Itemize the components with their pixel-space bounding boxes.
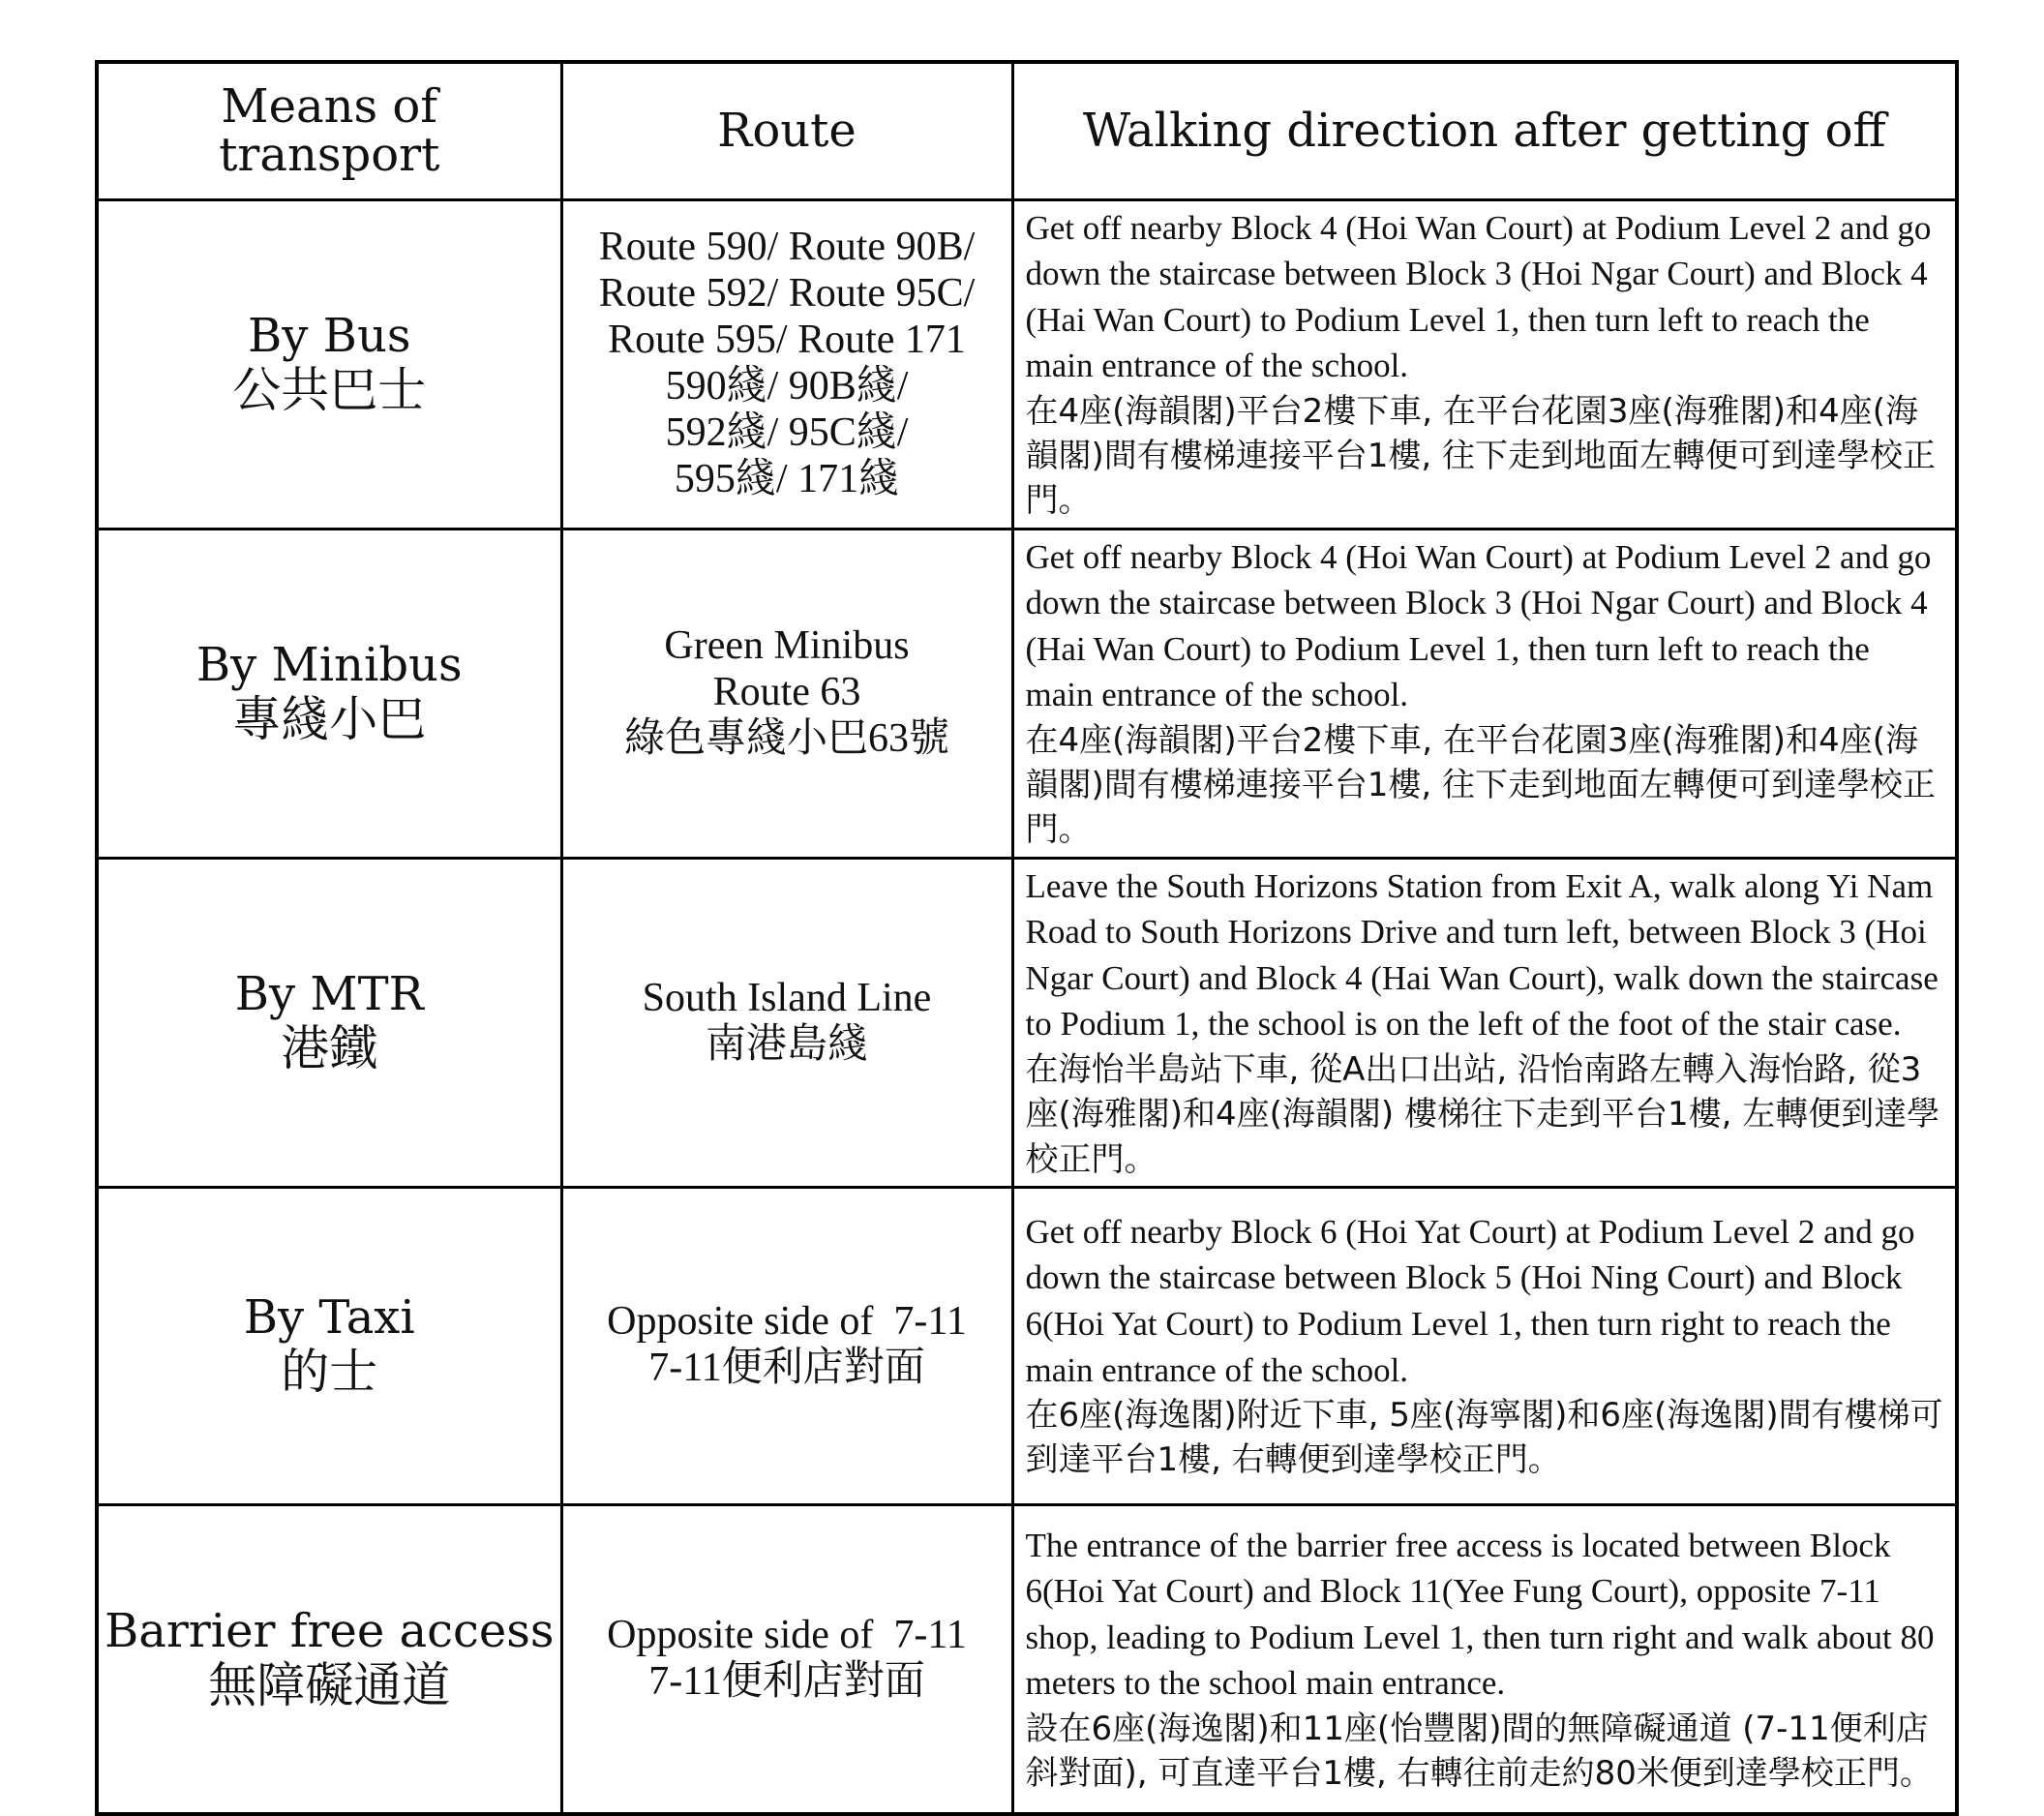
header-means-label: Means of transport <box>219 78 440 183</box>
directions-en: Leave the South Horizons Station from Exit A, walk along Yi Nam Road to South Horizons Drive and turn left, between Block 3 (Hoi Ngar Court) and Block 4 (Hai Wan Court), walk down the staircase to Podium 1, the school is on the left of the foot of the stair case. <box>1025 866 1939 1044</box>
means-en: By Bus <box>248 309 411 364</box>
route-line: Route 63 <box>712 670 861 715</box>
means-cell <box>97 529 561 858</box>
route-line: Route 595/ Route 171 <box>608 318 966 363</box>
means-en: By Taxi <box>243 1290 415 1346</box>
means-en: By MTR <box>234 967 424 1022</box>
route-line: 592綫/ 95C綫/ <box>665 409 909 455</box>
means-zh: 公共巴士 <box>232 361 427 418</box>
directions-cell <box>1012 199 1957 529</box>
table-row-mtr <box>97 858 1957 1187</box>
route-line: 7-11便利店對面 <box>648 1658 925 1704</box>
route-line: Route 592/ Route 95C/ <box>598 271 976 317</box>
route-cell <box>561 199 1012 529</box>
route-cell <box>561 529 1012 858</box>
directions-zh: 在4座(海韻閣)平台2樓下車, 在平台花園3座(海雅閣)和4座(海韻閣)間有樓梯連接平台1樓, 往下走到地面左轉便可到達學校正門。 <box>1025 391 1937 521</box>
table-row-bus <box>97 199 1957 529</box>
route-cell <box>561 1187 1012 1504</box>
directions-cell <box>1012 1187 1957 1504</box>
means-zh: 無障礙通道 <box>208 1656 451 1713</box>
means-cell <box>97 199 561 529</box>
route-line: Opposite side of 7-11 <box>607 1613 967 1658</box>
route-line: 綠色專綫小巴63號 <box>623 716 949 762</box>
header-walking-direction: Walking direction after getting off <box>1012 62 1957 199</box>
directions-en: Get off nearby Block 4 (Hoi Wan Court) at Podium Level 2 and go down the staircase between Block 3 (Hoi Ngar Court) and Block 4 (Hai Wan Court) to Podium Level 1, then turn left to reach the main entrance of the school. <box>1025 208 1932 385</box>
directions-zh: 設在6座(海逸閣)和11座(怡豐閣)間的無障礙通道 (7-11便利店斜對面), 可直達平台1樓, 右轉往前走約80米便到達學校正門。 <box>1025 1709 1933 1794</box>
means-zh: 港鐵 <box>281 1020 378 1077</box>
means-cell <box>97 858 561 1187</box>
table-header-row <box>97 62 1957 199</box>
directions-cell <box>1012 529 1957 858</box>
route-line: Route 590/ Route 90B/ <box>598 225 976 270</box>
directions-zh: 在6座(海逸閣)附近下車, 5座(海寧閣)和6座(海逸閣)間有樓梯可到達平台1樓, 右轉便到達學校正門。 <box>1025 1396 1943 1480</box>
route-line: 7-11便利店對面 <box>648 1346 925 1391</box>
header-means-of-transport <box>97 62 561 199</box>
route-cell <box>561 1504 1012 1814</box>
means-cell <box>97 1187 561 1504</box>
directions-en: Get off nearby Block 6 (Hoi Yat Court) at Podium Level 2 and go down the staircase between Block 5 (Hoi Ning Court) and Block 6(Hoi Yat Court) to Podium Level 1, then turn right to reach the main entrance of the school. <box>1025 1212 1915 1389</box>
route-line: 南港島綫 <box>705 1022 868 1068</box>
route-line: Opposite side of 7-11 <box>607 1299 967 1345</box>
means-en: By Minibus <box>195 638 463 693</box>
route-line: Green Minibus <box>664 623 910 669</box>
table-row-taxi <box>97 1187 1957 1504</box>
route-line: 595綫/ 171綫 <box>674 456 900 501</box>
table-row-barrier-free <box>97 1504 1957 1814</box>
means-en: Barrier free access <box>104 1604 555 1659</box>
means-zh: 的士 <box>281 1344 378 1401</box>
transport-directions-table <box>95 60 1959 1816</box>
means-zh: 專綫小巴 <box>232 690 427 747</box>
means-cell <box>97 1504 561 1814</box>
directions-en: Get off nearby Block 4 (Hoi Wan Court) at Podium Level 2 and go down the staircase between Block 3 (Hoi Ngar Court) and Block 4 (Hai Wan Court) to Podium Level 1, then turn left to reach the main entrance of the school. <box>1025 537 1932 714</box>
header-route: Route <box>561 62 1012 199</box>
route-line: South Island Line <box>642 976 932 1021</box>
route-cell <box>561 858 1012 1187</box>
directions-zh: 在4座(海韻閣)平台2樓下車, 在平台花園3座(海雅閣)和4座(海韻閣)間有樓梯連接平台1樓, 往下走到地面左轉便可到達學校正門。 <box>1025 720 1937 850</box>
directions-en: The entrance of the barrier free access is located between Block 6(Hoi Yat Court) and Block 11(Yee Fung Court), opposite 7-11 shop, leading to Podium Level 1, then turn right and walk about 80 meters to the school main entrance. <box>1025 1526 1935 1703</box>
directions-zh: 在海怡半島站下車, 從A出口出站, 沿怡南路左轉入海怡路, 從3座(海雅閣)和4座(海韻閣) 樓梯往下走到平台1樓, 左轉便到達學校正門。 <box>1025 1050 1940 1179</box>
table-row-minibus <box>97 529 1957 858</box>
directions-cell <box>1012 1504 1957 1814</box>
directions-cell <box>1012 858 1957 1187</box>
route-line: 590綫/ 90B綫/ <box>665 364 909 409</box>
